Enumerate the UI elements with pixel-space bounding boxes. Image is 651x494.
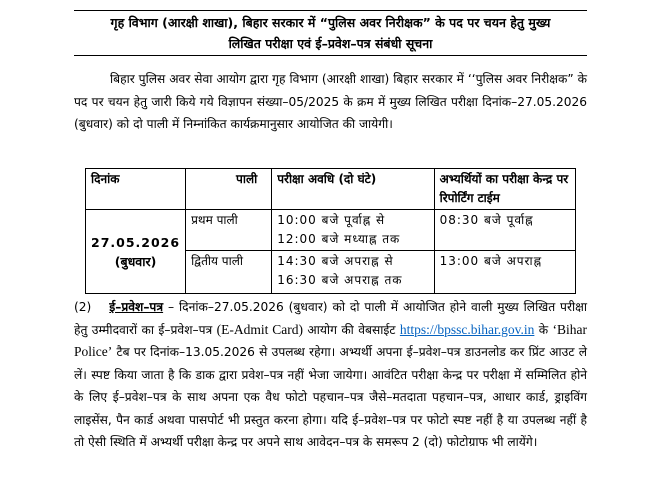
section-text: टैब पर दिनांक–13.05.2026 से उपलब्ध रहेगा। अभ्यर्थी अपना ई–प्रवेश–पत्र डाउनलोड कर प्रिंट आउट ले लें। स्पष्ट किया जाता है कि डाक द्वारा प्रवेश–पत्र नहीं भेजा जायेगा। आवंटित परीक्षा केन्द्र पर परीक्षा में सम्मिलित होने के लिए ई–प्रवेश–पत्र के साथ अपना एक वैध फोटो पहचान–पत्र जैसे–मतदाता पहचान–पत्र, आधार कार्ड, ड्राइविंग लाइसेंस, पैन कार्ड अथवा पासपोर्ट भी प्रस्तुत करना होगा। यदि ई–प्रवेश–पत्र पर फोटो स्पष्ट नहीं है या उपलब्ध नहीं है तो ऐसी स्थिति में अभ्यर्थी परीक्षा केन्द्र पर अपने साथ आवेदन–पत्र के समरूप 2 (दो) फोटोग्राफ भी लायेंगे। xyxy=(74,345,587,449)
duration-start: 14:30 बजे अपराह्न से xyxy=(277,254,394,268)
table-header-row xyxy=(86,169,576,210)
header-reporting-time: अभ्यर्थियों का परीक्षा केन्द्र पर रिपोर्टिंग टाईम xyxy=(434,169,575,210)
duration-cell xyxy=(272,251,434,294)
duration-start: 10:00 बजे पूर्वाह्न से xyxy=(277,213,386,227)
notice-title xyxy=(74,10,587,56)
header-duration: परीक्षा अवधि (दो घंटे) xyxy=(272,169,434,210)
header-shift: पाली xyxy=(186,169,272,210)
section-text: आयोग की वेबसाईट xyxy=(303,322,400,337)
reporting-cell: 08:30 बजे पूर्वाह्न xyxy=(434,210,575,251)
duration-end: 12:00 बजे मध्याह्न तक xyxy=(277,232,401,246)
bihar-police-tab-label: ‘Bihar Police’ xyxy=(74,321,588,359)
intro-paragraph: बिहार पुलिस अवर सेवा आयोग द्वारा गृह विभाग (आरक्षी शाखा) बिहार सरकार में ‘‘पुलिस अवर निरीक्षक” के पद पर चयन हेतु जारी किये गये विज्ञापन संख्या–05/2025 के क्रम में मुख्य लिखित परीक्षा दिनांक–27.05.2026 (बुधवार) को दो पाली में निम्नांकित कार्यक्रमानुसार आयोजित की जायेगी। xyxy=(74,72,587,131)
duration-cell xyxy=(272,210,434,251)
section-number: (2) xyxy=(74,300,92,314)
table-row xyxy=(86,210,576,251)
reporting-cell: 13:00 बजे अपराह्न xyxy=(434,251,575,294)
exam-date-cell xyxy=(86,210,186,294)
section-text: के xyxy=(534,322,553,337)
e-admit-card-section xyxy=(74,296,587,454)
exam-schedule-table xyxy=(85,168,576,294)
title-line-1: गृह विभाग (आरक्षी शाखा), बिहार सरकार में “पुलिस अवर निरीक्षक” के पद पर चयन हेतु मुख्य xyxy=(110,15,551,30)
header-date: दिनांक xyxy=(86,169,186,210)
duration-end: 16:30 बजे अपराह्न तक xyxy=(277,273,403,287)
e-admit-card-label: (E-Admit Card) xyxy=(216,321,303,337)
shift-cell: द्वितीय पाली xyxy=(186,251,272,294)
shift-cell: प्रथम पाली xyxy=(186,210,272,251)
section-heading: ई–प्रवेश–पत्र xyxy=(109,300,164,314)
section-text: – दिनांक–27.05.2026 (बुधवार) को दो पाली में आयोजित होने वाली मुख्य लिखित परीक्षा हेतु उम्मीदवारों का ई–प्रवेश–पत्र xyxy=(74,300,587,337)
exam-day: (बुधवार) xyxy=(114,253,157,269)
bpssc-website-link[interactable]: https://bpssc.bihar.gov.in xyxy=(399,321,535,337)
title-line-2: लिखित परीक्षा एवं ई–प्रवेश–पत्र संबंधी सूचना xyxy=(228,36,433,51)
exam-date: 27.05.2026 xyxy=(91,234,181,250)
